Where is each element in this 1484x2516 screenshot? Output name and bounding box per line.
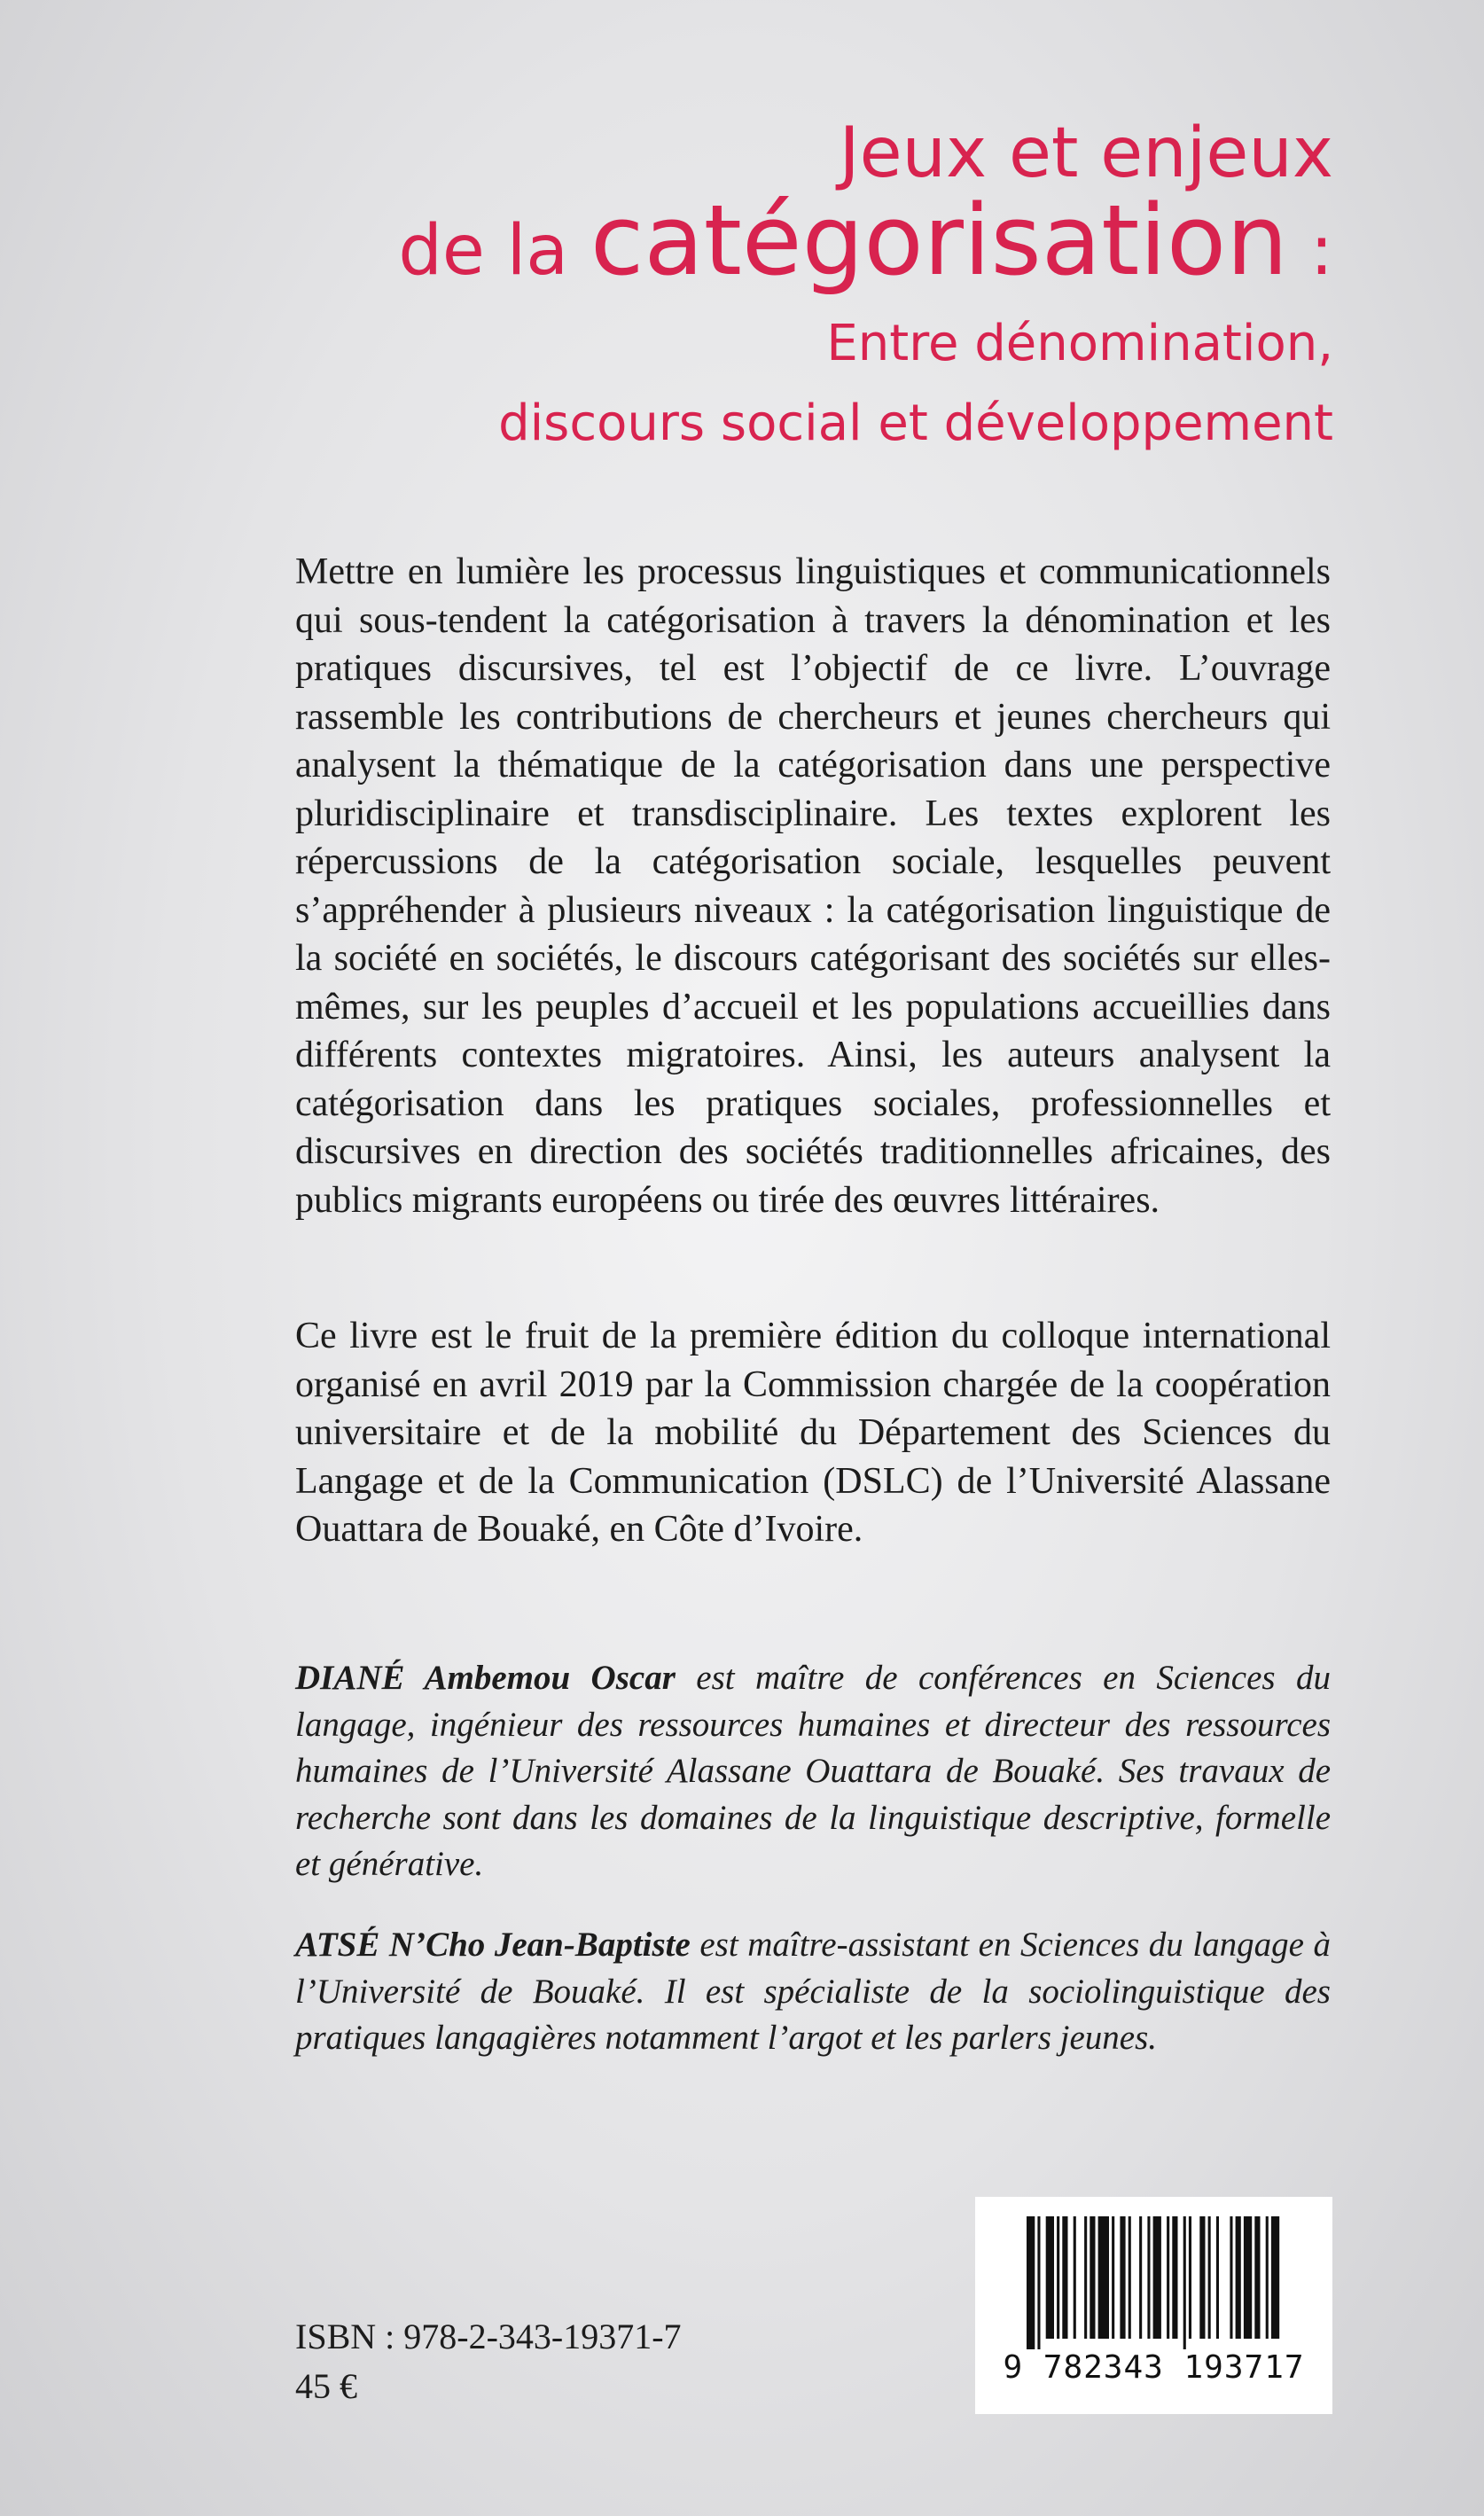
barcode-bar	[1208, 2216, 1211, 2339]
barcode-bar	[1147, 2216, 1150, 2339]
barcode-bar	[1037, 2216, 1040, 2349]
author-name-2: ATSÉ N’Cho Jean-Baptiste	[295, 1926, 691, 1964]
title-line-2	[181, 184, 1333, 297]
barcode-bar	[1216, 2216, 1219, 2339]
barcode-bar	[1139, 2216, 1142, 2339]
barcode-bar	[1167, 2216, 1169, 2339]
title-line-2-prefix: de la	[398, 211, 590, 291]
isbn-price-block	[295, 2312, 682, 2411]
barcode-bar	[1266, 2216, 1269, 2339]
barcode-bar	[1183, 2216, 1186, 2349]
author-bio-text-2: est maître-assistant en Sciences du langage à l’Université de Bouaké. Il est spécialiste de la sociolinguistique des pratiques langagières notamment l’argot et les parlers jeunes.	[295, 1926, 1331, 2057]
barcode-bar	[1244, 2216, 1252, 2339]
barcode-digits: 9 782343 193717	[1003, 2349, 1305, 2386]
barcode-bar	[1189, 2216, 1191, 2339]
title-line-2-suffix: :	[1287, 211, 1333, 291]
barcode-bar	[1090, 2216, 1095, 2339]
barcode-bar	[1112, 2216, 1114, 2339]
barcode-bar	[1046, 2216, 1054, 2339]
barcode-bar	[1236, 2216, 1241, 2339]
barcode-bar	[1129, 2216, 1131, 2339]
author-name-1: DIANÉ Ambemou Oscar	[295, 1659, 676, 1697]
barcode-bar	[1153, 2216, 1161, 2339]
barcode-bar	[1057, 2216, 1059, 2339]
subtitle-line-2: discours social et développement	[498, 395, 1333, 452]
cover-title	[181, 111, 1333, 464]
barcode-bar	[1172, 2216, 1177, 2339]
barcode-bar	[1199, 2216, 1205, 2339]
barcode	[975, 2197, 1332, 2414]
isbn: ISBN : 978-2-343-19371-7	[295, 2317, 682, 2356]
subtitle-line-1: Entre dénomination,	[826, 315, 1333, 372]
author-bio-1	[295, 1655, 1331, 1888]
barcode-bar	[1254, 2216, 1260, 2339]
title-keyword: catégorisation	[590, 184, 1288, 297]
barcode-bar	[1027, 2216, 1035, 2349]
subtitle	[181, 304, 1333, 464]
barcode-bar	[1120, 2216, 1125, 2339]
description-paragraph-2: Ce livre est le fruit de la première édition du colloque international organisé en avril 2019 par la Commission chargée de la coopération universitaire et de la mobilité du Département des Sciences du Langage et de la Communication (DSLC) de l’Université Alassane Ouattara de Bouaké, en Côte d’Ivoire.	[295, 1316, 1331, 1550]
barcode-bar	[1271, 2216, 1279, 2339]
author-bio-2	[295, 1922, 1331, 2062]
title-line-1: Jeux et enjeux	[839, 113, 1333, 193]
barcode-bar	[1062, 2216, 1067, 2339]
description-paragraph-1: Mettre en lumière les processus linguistiques et communicationnels qui sous-tendent la catégorisation à travers la dénomination et les pratiques discursives, tel est l’objectif de ce livre. L’ouvrage rassemble les contributions de chercheurs et jeunes chercheurs qui analysent la thématique de la catégorisation dans une perspective pluridisciplinaire et transdisciplinaire. Les textes explorent les répercussions de la catégorisation sociale, lesquelles peuvent s’appréhender à plusieurs niveaux : la catégorisation linguistique de la société en sociétés, le discours catégorisant des sociétés sur elles-mêmes, sur les peuples d’accueil et les populations accueillies dans différents contextes migratoires. Ainsi, les auteurs analysent la catégorisation dans les pratiques sociales, professionnelles et discursives en direction des sociétés traditionnelles africaines, des publics migrants européens ou tirée des œuvres littéraires.	[295, 551, 1331, 1221]
price: 45 €	[295, 2366, 357, 2406]
barcode-bar	[1230, 2216, 1232, 2339]
author-bio-text-1: est maître de conférences en Sciences du langage, ingénieur des ressources humaines et directeur des ressources humaines de l’Université Alassane Ouattara de Bouaké. Ses travaux de recherche sont dans les domaines de la linguistique descriptive, formelle et générative.	[295, 1659, 1331, 1883]
barcode-bar	[1098, 2216, 1109, 2339]
barcode-bar	[1084, 2216, 1087, 2339]
barcode-bar	[1074, 2216, 1076, 2339]
